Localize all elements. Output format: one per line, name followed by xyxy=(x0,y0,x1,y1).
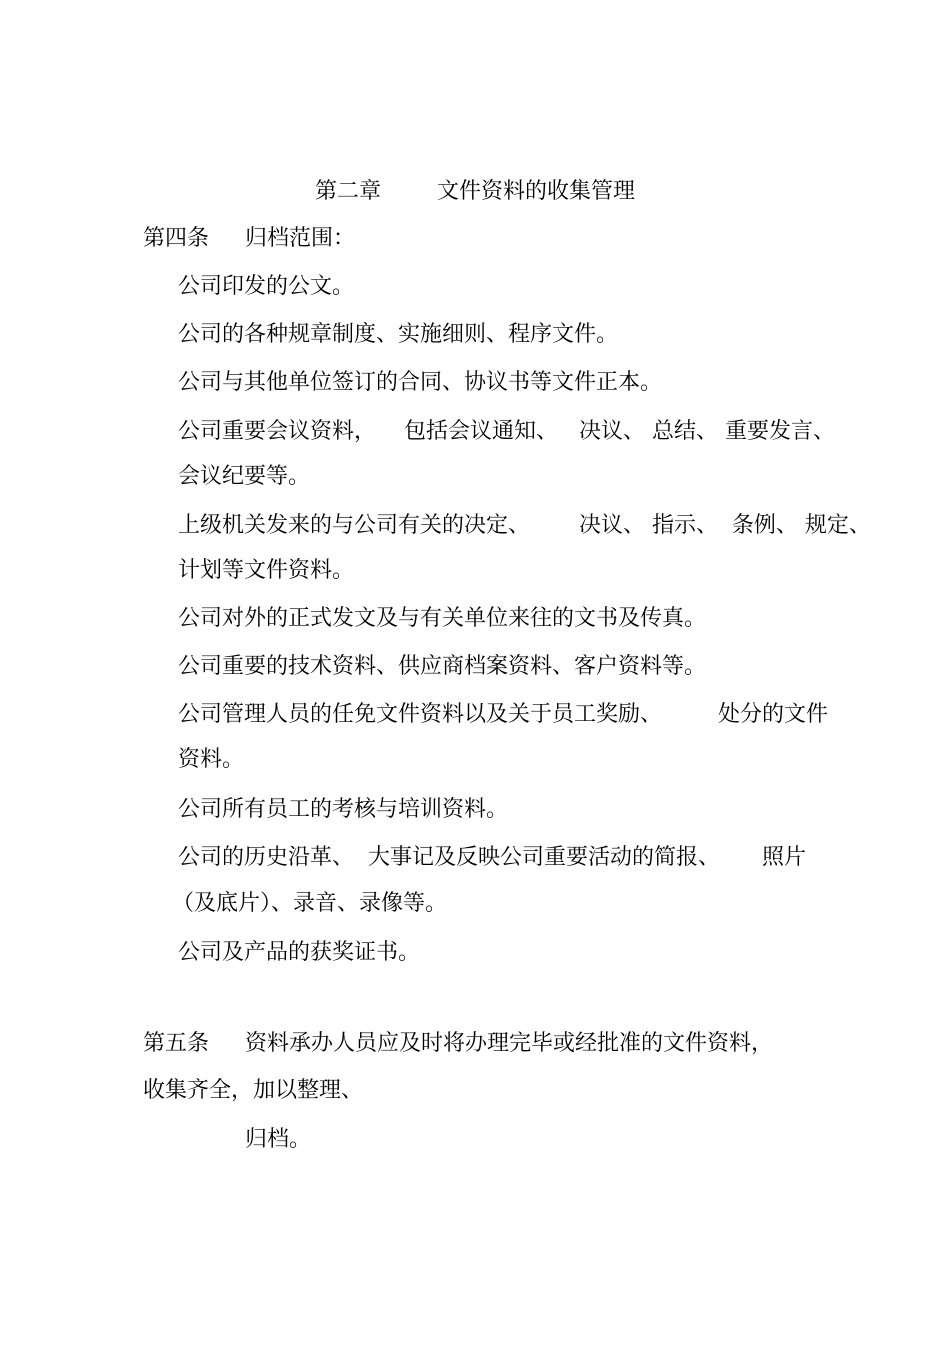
list-item: 公司的各种规章制度、实施细则、程序文件。 xyxy=(178,322,619,347)
list-item: 公司重要会议资料， 包括会议通知、 决议、 总结、 重要发言、 xyxy=(178,419,835,444)
article-5-number: 第五条 xyxy=(143,1031,210,1056)
list-item: 公司所有员工的考核与培训资料。 xyxy=(178,797,509,822)
article-5-text: 资料承办人员应及时将办理完毕或经批准的文件资料， xyxy=(245,1031,774,1056)
article-4-title: 归档范围： xyxy=(245,226,356,251)
article-4-heading xyxy=(143,226,355,252)
list-item: 公司与其他单位签订的合同、协议书等文件正本。 xyxy=(178,370,663,395)
chapter-title: 第二章 文件资料的收集管理 xyxy=(315,179,635,204)
list-item: 公司及产品的获奖证书。 xyxy=(178,940,421,965)
list-item-continuation: 计划等文件资料。 xyxy=(178,558,355,583)
list-item: 公司管理人员的任免文件资料以及关于员工奖励、 处分的文件 xyxy=(178,702,828,727)
list-item: 公司对外的正式发文及与有关单位来往的文书及传真。 xyxy=(178,606,707,631)
list-item: 公司印发的公文。 xyxy=(178,274,355,299)
article-5-line-2: 收集齐全，加以整理、 xyxy=(143,1078,364,1103)
list-item-continuation: （及底片）、录音、录像等。 xyxy=(172,891,448,916)
list-item-continuation: 会议纪要等。 xyxy=(178,464,311,489)
article-5-line-1 xyxy=(143,1031,773,1057)
list-item: 公司重要的技术资料、供应商档案资料、客户资料等。 xyxy=(178,654,707,679)
article-5-line-3: 归档。 xyxy=(245,1127,312,1152)
list-item-continuation: 资料。 xyxy=(178,747,245,772)
list-item: 上级机关发来的与公司有关的决定、 决议、 指示、 条例、 规定、 xyxy=(178,513,871,538)
article-4-number: 第四条 xyxy=(143,226,210,251)
list-item: 公司的历史沿革、 大事记及反映公司重要活动的简报、 照片 xyxy=(178,845,806,870)
